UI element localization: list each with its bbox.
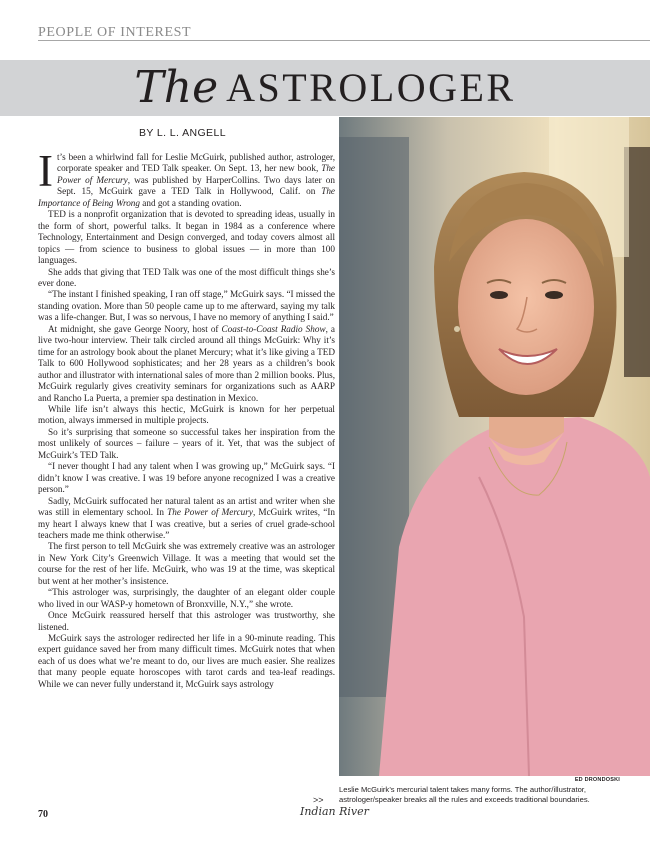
paragraph: McGuirk says the astrologer redirected her life in a 90-minute reading. This expert guidance saved her from many difficult times. McGuirk notes that when each of us does what we’re meant to do, our lives are much easier. She realizes that many people equate horoscopes with tarot cards and tea-leaf readings. While we can never fully understand it, McGuirk says astrology — [38, 633, 335, 689]
page-number: 70 — [38, 809, 48, 820]
paragraph: The first person to tell McGuirk she was extremely creative was an astrologer in New York City’s Greenwich Village. It was a meeting that would set the course for the rest of her life. McGuirk, who was 19 at the time, was skeptical but went at her mother’s insistence. — [38, 541, 335, 586]
paragraph: At midnight, she gave George Noory, host of Coast-to-Coast Radio Show, a live two-hour interview. Their talk circled around all things McGuirk: Why it’s time for an astrology book about the planet Mercury; what it’s like giving a TED Talk to 600 Hollywood sophisticates; and her 28 years as a children’s book author and illustrator with international sales of more than 2 million books. Plus, McGuirk regularly gives creativity seminars for organizations such as AARP and Rancho La Puerta, a premier spa destination in Mexico. — [38, 323, 335, 403]
section-label: PEOPLE OF INTEREST — [38, 25, 192, 40]
photo-caption: Leslie McGuirk’s mercurial talent takes many forms. The author/illustrator, astrologer/speaker breaks all the rules and exceeds traditional boundaries. — [339, 785, 590, 804]
paragraph: While life isn’t always this hectic, McGuirk is known for her perpetual motion, always immersed in multiple projects. — [38, 403, 335, 426]
article-title — [0, 60, 650, 116]
continued-marker: >> — [313, 795, 324, 805]
portrait-photo — [339, 117, 650, 776]
paragraph: It’s been a whirlwind fall for Leslie McGuirk, published author, astrologer, corporate speaker and TED Talk speaker. On Sept. 13, her new book, The Power of Mercury, was published by HarperCollins. Two days later on Sept. 15, McGuirk gave a TED Talk in Hollywood, Calif. on The Importance of Being Wrong and got a standing ovation. — [38, 146, 335, 208]
paragraph: TED is a nonprofit organization that is devoted to spreading ideas, usually in the form of short, powerful talks. It began in 1984 as a conference where Technology, Entertainment and Design converged, and today covers almost all topics — from science to business to global issues — in more than 100 languages. — [38, 209, 335, 266]
drop-cap: I — [38, 146, 53, 196]
title-prefix: The — [134, 62, 219, 113]
paragraph: She adds that giving that TED Talk was one of the most difficult things she’s ever done. — [38, 266, 335, 288]
paragraph: “The instant I finished speaking, I ran off stage,” McGuirk says. “I missed the standing ovation. More than 50 people came up to me afterward, saying my talk was a life-changer. But, I was so nervous, I have no memory of anything I said.” — [38, 289, 335, 323]
photo-credit: ED DRONDOSKI — [574, 777, 620, 783]
paragraph: Sadly, McGuirk suffocated her natural talent as an artist and writer when she was still in elementary school. In The Power of Mercury, McGuirk writes, “In my heart I always knew that I was creative, but a series of cruel grade-school teachers made me think otherwise.” — [38, 495, 335, 540]
section-divider — [38, 40, 650, 41]
paragraph: Once McGuirk reassured herself that this astrologer was trustworthy, she listened. — [38, 610, 335, 632]
title-main: ASTROLOGER — [226, 65, 516, 110]
article-body — [38, 146, 335, 690]
magazine-logo: Indian River — [300, 805, 369, 818]
byline: BY L. L. ANGELL — [139, 127, 226, 139]
paragraph: “I never thought I had any talent when I was growing up,” McGuirk says. “I didn’t know I was creative. I was 19 before anyone recognized I was a creative person.” — [38, 461, 335, 495]
paragraph: “This astrologer was, surprisingly, the daughter of an elegant older couple who lived in our WASP-y hometown of Bronxville, N.Y.,” she wrote. — [38, 587, 335, 609]
paragraph: So it’s surprising that someone so successful takes her inspiration from the most unlikely of sources – failure – years of it. Yet, that was the subject of McGuirk’s TED Talk. — [38, 426, 335, 460]
